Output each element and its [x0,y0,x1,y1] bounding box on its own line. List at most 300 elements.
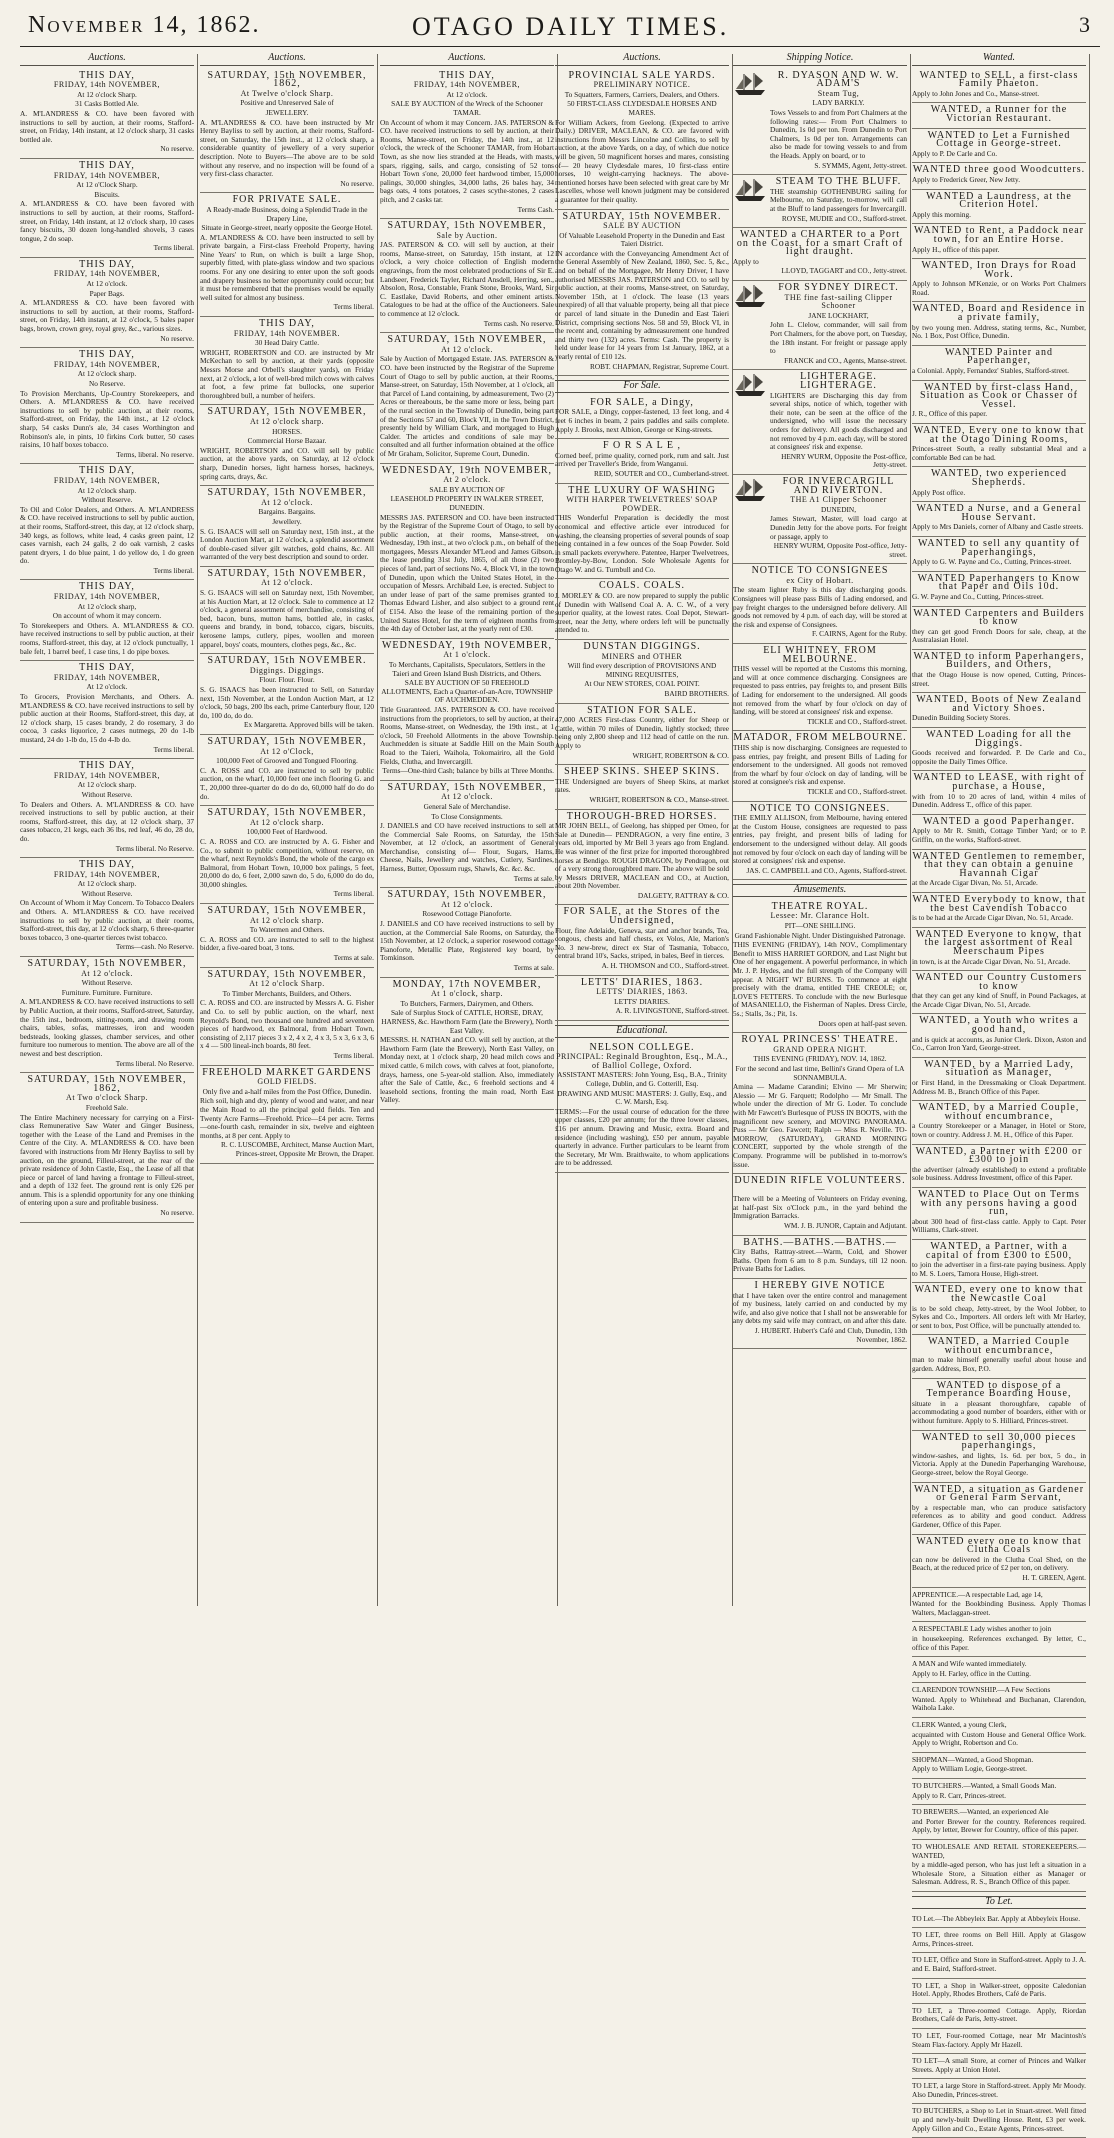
advertisement [912,381,1086,424]
ad-headline: WANTED, a Partner, with a capital of from £300 to £500, [925,1240,1073,1261]
ad-body: Dunedin Building Society Stores. [912,713,1011,723]
ad-footer: Doors open at half-past seven. [818,1018,907,1028]
ad-subheadline: At Twelve o'clock Sharp. [240,88,334,98]
ad-headline: NELSON COLLEGE. [589,1041,695,1053]
ad-body: the advertiser (already established) to extend a profitable sole business. Address Investment, office of this Paper. [912,1164,1086,1183]
ad-headline: FOR INVERCARGILL AND RIVERTON. [782,475,895,496]
ad-subheadline: FRIDAY, 14th NOVEMBER, [53,80,161,90]
sailing-ship-icon [733,71,767,97]
ad-footer: J. HUBERT. Hubert's Café and Club, Dunedin, 13th November, 1862. [754,1326,907,1344]
ad-headline: BATHS.—BATHS.—BATHS.— [743,1236,897,1248]
advertisement [20,759,194,858]
ad-lot: 31 Casks Bottled Ale. [75,99,139,109]
ad-body: The Entire Machinery necessary for carrying on a First-class Remunerative Saw Water and Ginger Business, together with the Lease of the Land and Premises in the Centre of the City. A. M'LANDRESS & CO. have been favored with instructions from Mr Henry Bayliss to sell by auction, on the ground, Filleul-street, at the rear of the private residence of John Castle, Esq., the Lease of all that piece or parcel of land having a frontage to Filleul-street, and a depth of 132 feet. The ground rent is only £26 per annum. This is a splendid opportunity for any one thinking of entering upon a sure and profitable business. [20,1112,194,1208]
ad-body: Flour, fine Adelaide, Geneva, star and anchor brands, Tea, congous, chests and half chests, ex Volos, Ale, Marion's No. 3 new-brew, direct ex Star of Tasmania, Tobacco, central brand 10's, Sacks, striped, in bales, Beef in tierces. [555,925,729,961]
ad-subheadline: At 12 o'clock. [441,344,493,354]
ad-headline: WANTED every one to know that Clutha Coals [916,1535,1082,1556]
ad-time: Will find every description of PROVISIONS AND MINING REQUISITES, [567,661,717,679]
ad-headline: WANTED, Board and Residence in a private family, [912,303,1086,324]
to-let-notice [912,1912,1086,1929]
ship-notice-text [770,372,907,471]
ad-time: At 12 o'clock sharp. [77,369,137,379]
ad-footer: Terms at sale. [513,963,554,972]
ad-time: At 12 o'clock sharp. [77,485,137,495]
ad-body: To Provision Merchants, Up-Country Storekeepers, and Others. A. M'LANDRESS & CO. have received instructions to sell by public auction, at their rooms, Stafford-street, on Friday, the 14th inst., at 12 o'clock sharp, 54 casks Dunn's ale, 34 cases Worthington and Robinson's ale, in pints, 10 firkins Cork butter, 50 cases raisins, 10 half boxes tobacco. [20,388,194,450]
ad-headline: WANTED to sell any quantity of Paperhangings, [918,537,1080,558]
ad-headline: SATURDAY, 15th NOVEMBER, 1862, [27,1074,187,1094]
ad-headline: SHOPMAN—Wanted, a Good Shopman. [912,1754,1034,1764]
section-heading: Educational. [555,1025,729,1038]
ad-headline: STATION FOR SALE. [587,704,697,716]
advertisement [912,1145,1086,1188]
ad-body: Tows Vessels to and from Port Chalmers at the following rates:— From Port Chalmers to Dunedin, 1s 0d per ton. From Dunedin to Port Chalmers, 1s 0d per ton. Arrangements can also be made for towing vessels to and from the Heads. Apply on board, or to [770,107,907,160]
ad-headline: STEAM TO THE BLUFF. [775,176,902,188]
wanted-notice [912,1622,1086,1657]
advertisement [380,781,554,889]
ad-body: WRIGHT, ROBERTSON and CO. are instructed by Mr McKechan to sell by auction, at their yards (opposite Messrs Morse and Orbell's slaughter yards), on Friday next, at 2 o'clock, a lot of well-bred milch cows with calves at foot, a few prime fat bullocks, one superior thoroughbred bull, a number of heifers. [200,347,374,400]
ad-body: is to be had at the Arcade Cigar Divan, No. 51, Arcade. [912,913,1074,923]
ad-headline: THEATRE ROYAL. [771,900,869,912]
ad-body: G. W. Payne and Co., Cutting, Princes-street. [912,591,1044,601]
ad-lot: On account of whom it may concern. [52,611,162,621]
ad-headline: SATURDAY, 15th NOVEMBER, [207,406,367,418]
amusements-heading: Amusements. [733,884,907,897]
ad-body: TO LET, a Shop in Walker-street, opposite Caledonian Hotel. Apply, Rhodes Brothers, Café de Paris. [912,1980,1086,1999]
ad-footer: DALGETY, RATTRAY & CO. [637,890,729,900]
advertisement [912,424,1086,467]
advertisement [912,537,1086,572]
ad-body: C. A. ROSS and CO. are instructed to sell to the highest bidder, a five-oared boat, 3 tons. [200,934,374,953]
advertisement [912,1101,1086,1144]
ad-headline: WANTED to inform Paperhangers, Builders, and Others, [913,650,1085,671]
ad-body: Apply to Frederick Greer, New Jetty. [912,174,1021,184]
ad-body: A. M'LANDRESS & CO. have been favored with instructions to sell by auction, at their rooms, Stafford-street, on Friday, 14th instant, at 12 o'clock sharp, 31 casks bottled ale. [20,108,194,144]
ad-headline: WANTED Gentlemen to remember, that they can obtain a genuine Havannah Cigar [912,850,1086,879]
ship-notice-row [733,283,907,366]
ad-lot: LEASEHOLD PROPERTY IN WALKER STREET, DUNEDIN. [390,494,544,512]
advertisement [733,564,907,644]
to-let-notice [912,1953,1086,1978]
ad-footer: Terms liberal. [153,744,194,754]
ad-headline: WANTED to Let a Furnished Cottage in George-street. [927,129,1071,150]
ad-time: Freehold Sale. [85,1102,129,1112]
ad-body: S. G. ISAACS will sell on Saturday next, 15th November, at his Auction Mart, at 12 o'clock. Sale to commence at 12 o'clock, a general assortment of merchandise, consisting of bed, bacon, buns, mutton hams, bottled ale, in casks, queens and brandy, in bond, tobacco, cigars, biscuits, kerosene lamps, cutlery, pipes, woollen and moreen apparel, boys' coats, mounters, clothes pegs, &c., &c. [200,588,374,649]
advertisement [200,317,374,405]
ad-footer: No reserve. [160,1208,194,1218]
ad-body: Corned beef, prime quality, corned pork, rum and salt. Just arrived per Traveller's Bride, from Wanganui. [555,450,729,469]
ad-headline: COALS. COALS. [598,580,686,592]
ad-subheadline: FRIDAY, 14th NOVEMBER, [413,80,521,90]
ad-headline: WANTED, Every one to know that at the Otago Dining Rooms, [913,425,1085,445]
ad-subheadline: FRIDAY, 14th NOVEMBER. [233,328,341,338]
advertisement [380,888,554,977]
ad-body: MR JOHN BELL, of Geelong, has shipped per Omeo, for Sale at Dunedin— PENDRAGON, a very fine entire, 3 years old, imported by Mr Bell 3 years ago from England. He was winner of the first prize for imported thoroughbred horses at Bendigo. ROUGH DRAGON, by Pendragon, out of a very strong thoroughbred mare. The above will be sold by Messrs DRIVER, MACLEAN and CO., at Auction, about 20th November. [555,821,729,891]
ad-body: C. A. ROSS and CO. are instructed to sell by public auction, on the wharf, 10,000 feet one inch flooring G. and T., 20,000 three-quarter do do do do, 60,000 half do do do do. [200,765,374,801]
ad-headline: SATURDAY, 15th NOVEMBER, [387,220,547,232]
ad-time: To Timber Merchants, Builders, and Others. [222,988,352,998]
advertisement [912,1188,1086,1240]
ad-footer: Ex Margaretta. Approved bills will be taken. [244,720,374,730]
ad-headline: SATURDAY, 15th NOVEMBER, [387,334,547,346]
ad-headline: FOR SALE, at the Stores of the Undersigned, [563,906,721,927]
ad-headline: ROYAL PRINCESS' THEATRE. [741,1034,899,1046]
advertisement [555,810,729,906]
ad-headline: WANTED a Nurse, and a General House Servant. [916,503,1082,523]
advertisement [733,475,907,564]
ad-body: 47,000 ACRES First-class Country, either for Sheep or Cattle, within 70 miles of Dunedin, lightly stocked; three being only 2,800 sheep and 112 head of cattle on the run. Apply to [555,715,729,750]
ad-headline: F O R S A L E , [603,440,681,452]
column-heading: Auctions. [20,54,194,66]
ad-headline: THE LUXURY OF WASHING [568,484,716,496]
ad-body: Goods received and forwarded. P. De Carle and Co., opposite the Daily Times Office. [912,748,1086,766]
ad-headline: APPRENTICE.—A respectable Lad, age 14, [912,1589,1043,1599]
ad-lot: JEWELLERY. [265,107,309,117]
ad-time: At 12 o'clock sharp. [77,879,137,889]
ad-lot: Grand Fashionable Night. Under Distinguished Patronage. [734,930,906,940]
page-number: 3 [1079,12,1090,37]
ad-headline: FREEHOLD MARKET GARDENS [202,1066,372,1078]
advertisement [912,129,1086,164]
advertisement [555,579,729,640]
ship-notice-text [770,177,907,224]
advertisement [912,1240,1086,1283]
ad-body: man to make himself generally useful about house and garden. Address, Box, P.O. [912,1355,1086,1374]
advertisement [200,968,374,1066]
ad-body: Apply to William Logie, George-street. [912,1764,1027,1774]
wanted-notice [912,1840,1086,1892]
ad-lot: Without Reserve. [81,495,133,505]
ad-footer: Terms at sale. [333,953,374,963]
ad-body: Apply to Johnson M'Kenzie, or on Works Port Chalmers Road. [912,279,1086,297]
ad-time: 100,000 Feet of Hardwood. [246,827,328,837]
ad-body: THIS EVENING (FRIDAY), 14th NOV., Complimentary Benefit to MISS HARRIET GORDON, and Last Night but One of her engagement. A powerful performance, in which Mr. J. P. Hydes, and the full strength of the Company will appear. A NIGHT WI' BURNS. To commence at eight precisely with the drama, entitled THE CREOLE; or, LOVE'S FETTERS. To conclude with the new Burlesque of MASANIELLO, the Fisherman of Naples. Dress Circle, 5s.; Stalls, 3s.; Pit, 1s. [733,940,907,1018]
ad-headline: SATURDAY, 15th NOVEMBER, [387,781,547,793]
ad-time: HORSES. [272,426,302,436]
ad-body: City Baths, Rattray-street.—Warm, Cold, and Shower Baths. Open from 6 am to 8 p.m. Sundays, till 12 noon. Private Baths for Ladies. [733,1247,907,1274]
ad-subheadline: FRIDAY, 14th NOVEMBER, [53,869,161,879]
ad-body: FOR SALE, a Dingy, copper-fastened, 13 feet long, and 4 feet 6 inches in beam, 2 pairs paddles and sails complete. Apply J. Brooks, next Albion, George or King-streets. [555,407,729,434]
advertisement [733,228,907,281]
ad-headline: WANTED a CHARTER to a Port on the Coast, for a smart Craft of light draught. [736,229,904,258]
ad-body: MESSRS. H. NATHAN and CO. will sell by auction, at the Hawthorn Farm (late the Brewery), North East Valley, on Monday next, at 1 o'clock sharp, 20 head milch cows and mixed cattle, 6 milch cows, with calves at foot, pianoforte, drays, harness, one 5-year-old stallion. Also, immediately after the Sale of Cattle, &c., 6 freehold sections and 4 leasehold sections, fronting the main road, North East Valley. [380,1035,554,1105]
ship-notice-row [733,177,907,224]
ad-body: THE EMILY ALLISON, from Melbourne, having entered at the Custom House, consignees are requested to pass entries, pay freight, and present bills of lading for endorsement to the undersigned without delay. All goods not removed by four o'clock on each day of landing will be stored at consignees' risk and expense. [733,813,907,866]
advertisement [733,69,907,176]
ad-headline: WEDNESDAY, 19th NOVEMBER, [381,639,552,651]
ad-headline: WANTED Everyone to know, that the largest assortment of Real Meerschaum Pipes [915,928,1083,957]
column-4 [555,54,729,1606]
ad-footer: Terms liberal. [333,889,374,899]
advertisement [912,224,1086,259]
ad-time: DUNEDIN, [820,504,857,514]
ad-headline: THIS DAY, [79,581,135,593]
ad-time: To Butchers, Farmers, Dairymen, and Others. [400,998,534,1008]
ad-headline: WANTED, Boots of New Zealand and Victory Shoes. [916,694,1082,714]
wanted-notice [912,1805,1086,1840]
ad-time: SALE BY AUCTION OF [429,484,505,494]
ad-body: THE Undersigned are buyers of Sheep Skins, at market rates. [555,776,729,795]
ad-time: Rosewood Cottage Pianoforte. [422,909,512,919]
ad-body: Apply Post office. [912,487,966,497]
ad-body: S. G. ISAACS has been instructed to Sell, on Saturday next, 15th November, at the London Auction Mart, at 12 o'clock, 50 bags, 200 lbs each, prime Canterbury flour, 120 do, 100 do, do do. [200,685,374,720]
ad-footer: LLOYD, TAGGART and CO., Jetty-street. [781,266,907,276]
ad-lot: Biscuits. [94,189,120,199]
ad-headline: ELI WHITNEY, FROM MELBOURNE. [763,645,877,665]
ad-subheadline: Diggings. Diggings. [249,665,325,675]
ad-headline: THIS DAY, [79,760,135,772]
ad-headline: CLERK Wanted, a young Clerk, [912,1720,1007,1730]
section-heading: For Sale. [555,380,729,393]
ad-headline: WANTED to LEASE, with right of purchase, a House, [913,772,1085,792]
ad-lot: 50 FIRST-CLASS CLYDESDALE HORSES AND MARES. [567,99,717,117]
ad-footer: F. CAIRNS, Agent for the Ruby. [811,629,907,639]
ad-body: acquainted with Custom House and General Office Work. Apply to Wright, Robertson and Co. [912,1729,1086,1748]
sailing-ship-icon [733,372,767,398]
ad-body: is to be sold cheap, Jetty-street, by the Wool Jobber, to Sykes and Co., Importers. All orders left with Mr Harley, or sent to box, Post Office, will be punctually attended to. [912,1303,1086,1330]
ad-headline: WANTED to dispose of a Temperance Boarding House, [926,1379,1072,1400]
ad-footer: Terms liberal. [153,565,194,575]
ad-lot: Furniture. Furniture. Furniture. [61,987,153,997]
ad-headline: LIGHTERAGE. LIGHTERAGE. [800,371,877,391]
ad-headline: FOR SALE, a Dingy, [590,396,694,408]
ad-footer: A. H. THOMSON and CO., Stafford-street. [601,961,729,971]
ad-body: Apply to G. W. Payne and Co., Cutting, Princes-street. [912,557,1072,567]
ad-time: To Merchants, Capitalists, Speculators, Settlers in the Taieri and Green Island Bush Districts, and Others. [388,660,546,678]
ad-footer: No reserve. [340,178,374,188]
ad-subheadline: FRIDAY, 14th NOVEMBER, [53,269,161,279]
advertisement [912,259,1086,302]
ad-body: Sale by Auction of Mortgaged Estate. JAS. PATERSON & CO. have been instructed by the Registrar of the Supreme Court of Otago to sell by public auction, at their Rooms, Manse-street, on Saturday, 15th November, at 1 o'clock, all that Parcel of Land containing, by admeasurement, Two (2) Acres or thereabouts, be the same more or less, being part of the rural section in the Township of Dunedin, being part of the Sections 57 and 60, Block VII, in the Town District, presently held by William Clark, and mortgaged to Hugh Calder. The articles and conditions of sale may be consulted and all further information obtained at the office of Mr Graham, Solicitor, Supreme Court, Dunedin. [380,354,554,458]
advertisement [200,654,374,735]
advertisement [20,957,194,1073]
ad-footer: Terms liberal. [333,302,374,312]
advertisement [733,802,907,881]
ad-body: that I have taken over the entire control and management of my business, lately carried on and conducted by my wife, and also give notice that I shall not be answerable for any debts my said wife may contract, on and after this date. [733,1290,907,1326]
ad-subheadline: At 12 o'clock sharp. [249,915,325,925]
ad-headline: THIS DAY, [79,465,135,477]
ad-subheadline: SALE BY AUCTION [603,221,681,231]
ad-subheadline: FRIDAY, 14th NOVEMBER, [53,359,161,369]
advertisement [200,904,374,968]
ad-subheadline: MINERS and OTHER [601,651,683,661]
ad-subheadline: At 12 o'Clock, [260,746,314,756]
ship-notice-row [733,477,907,560]
ad-body: Apply to H. Farley, office in the Cutting. [912,1668,1031,1678]
ad-headline: WANTED Carpenters and Builders to know [913,607,1085,628]
advertisement [912,1535,1086,1588]
ad-time: At 12 o'clock sharp. [77,780,137,790]
newspaper-title: OTAGO DAILY TIMES. [412,12,730,41]
ad-footer: Terms liberal. [153,243,194,253]
ad-body: Amina — Madame Carandini; Elvino — Mr Sherwin; Alessio — Mr G. Farquett; Rodolpho — Mr Small. The whole under the direction of Mr G. Loder. To conclude with Mr Fawcett's Burlesque of PUSS IN BOOTS, with the magnificent new scenery, and MOVING PANORAMA. Puss — Mr Geo. Fawcett; Ralph — Miss R. Neville. TO-MORROW, (SATURDAY), GRAND MORNING CONCERT, supported by the whole strength of the Company. Programme will be published in to-morrow's issue. [733,1082,908,1169]
ad-time: Bargains. Bargains. [258,507,316,517]
ad-lot: At Our NEW STORES, COAL POINT. [584,679,700,689]
ad-footer: WM. J. B. JUNOR, Captain and Adjutant. [783,1221,907,1231]
ad-body: To Storekeepers and Others. A. M'LANDRESS & CO. have received instructions to sell by public auction, at their rooms, Stafford-street, this day, at 12 o'clock punctually, 1 bale felt, 1 barrel beef, 1 case tins, 1 do pipe boxes. [20,620,194,656]
ad-body: LIGHTERS are Discharging this day from several ships, notice of which, together with their note, can be seen at the office of the undersigned, who will issue the necessary orders for delivery. All goods discharged and not removed by 4 p.m. each day, will be stored at consignees' risk and expense. [770,390,907,452]
ad-headline: WANTED, by a Married Lady, situation as Manager, [924,1058,1074,1079]
ad-body: THIS ship is now discharging. Consignees are requested to pass entries, pay freight, and present Bills of Lading for endorsement to the undersigned. All goods not removed from the wharf by four o'clock on day of landing, will be stored at consignee's risk and expense. [733,742,907,787]
column-heading: Shipping Notice. [733,54,907,66]
ad-body: Apply to P. De Carle and Co. [912,148,998,158]
ad-body: TO LET, Four-roomed Cottage, near Mr Macintosh's Steam Flax-factory. Apply Mr Hazell. [912,2030,1086,2049]
ad-body: For William Ackers, from Geelong. (Expected to arrive Daily.) DRIVER, MACLEAN, & CO. are favored with instructions from Messrs Lincolne and Collins, to sell by auction, at the above Yards, on a day, of which due notice will be given, 50 magnificent horses and mares, consisting of— 20 heavy Clydesdale mares, 10 first-class entire horses, 10 weight-carrying hackneys. The above-mentioned horses have been selected with great care by Mr Lascelles, whose well known judgment may be considered a guarantee for their quality. [555,117,729,204]
ad-body: TERMS:—For the usual course of education for the three upper classes, £20 per annum; for the three lower classes, £16 per annum. Drawing and Music, extra. Board and residence (including washing), £50 per annum, payable quarterly in advance. Further particulars to be learnt from the Secretary, Mr Wm. Braithwaite, to whom applications are to be addressed. [555,1106,729,1168]
ad-headline: WANTED, two experienced Shepherds. [930,468,1067,488]
advertisement [20,858,194,957]
ad-footer: Terms at sale. [513,873,554,883]
advertisement [20,348,194,464]
advertisement [912,163,1086,189]
ad-headline: SATURDAY, 15th NOVEMBER. [562,210,722,222]
advertisement [912,1335,1086,1378]
ad-subheadline: WITH HARPER TWELVETREES' SOAP POWDER. [566,495,718,513]
ad-time: 30 Head Dairy Cattle. [254,338,320,348]
advertisement [912,1014,1086,1057]
to-let-notice [912,2004,1086,2029]
ad-body: by two young men. Address, stating terms, &c., Number, No. 1 Box, Post Office, Dunedin. [912,322,1086,341]
ad-footer: ROBT. CHAPMAN, Registrar, Supreme Court. [589,361,729,371]
amusement-notice [733,1033,907,1174]
wanted-notice [912,1753,1086,1779]
ad-body: window-sashes, and lights, 1s. 6d. per box, 5 do., in Victoria. Apply at the Dunedin Paperhanging Warehouse, George-street, below the Royal George. [912,1450,1086,1477]
ad-subheadline: At 1 o'clock. [443,650,491,660]
ad-subheadline: THE A1 Clipper Schooner [790,495,887,505]
ad-headline: SATURDAY, 15th NOVEMBER, [207,567,367,579]
advertisement [20,464,194,580]
advertisement [912,771,1086,814]
advertisement [20,580,194,661]
ad-time: Positive and Unreserved Sale of [240,98,334,108]
ad-subheadline: FRIDAY, 14th NOVEMBER, [53,475,161,485]
advertisement [912,1431,1086,1483]
ad-headline: WANTED to sell 30,000 pieces paperhangings, [921,1431,1077,1452]
ad-body: Wanted. Apply to Whitehead and Buchanan, Clarendon, Waihola Lake. [912,1694,1086,1713]
column-heading: Auctions. [555,54,729,66]
ad-headline: WANTED our Country Customers to know [915,972,1083,992]
ad-body: and Porter Brewer for the country. References required. Apply, by letter, Brewer for Country, office of this paper. [912,1816,1086,1835]
ad-footer: BAIRD BROTHERS. [664,689,729,698]
advertisement [200,806,374,904]
advertisement [200,193,374,317]
ad-headline: DUNEDIN RIFLE VOLUNTEERS.— [734,1175,906,1195]
ad-headline: WANTED, a Partner with £200 or £300 to join [915,1145,1083,1166]
ad-headline: THIS DAY, [439,69,495,81]
advertisement [200,1066,374,1164]
advertisement [912,1058,1086,1101]
ad-body: There will be a Meeting of Volunteers on Friday evening, at half-past Six o'Clock p.m., in the yard behind the Immigration Barracks. [733,1194,907,1221]
column-heading: Auctions. [380,54,554,66]
ad-body: TO LET, a large Store in Stafford-street. Apply Mr Moody. Also Dunedin, Princes-street. [912,2081,1086,2099]
advertisement [912,607,1086,650]
ship-notice-text [770,283,907,366]
ad-time: PIT—ONE SHILLING. [784,921,856,931]
ad-headline: WANTED, Iron Drays for Road Work. [921,260,1077,280]
advertisement [912,815,1086,850]
ad-footer: TICKLE and CO., Stafford-street. [807,786,907,796]
ad-headline: A MAN and Wife wanted immediately. [912,1659,1027,1669]
ad-body: TO LET, three rooms on Bell Hill. Apply at Glasgow Arms, Princes-street. [912,1930,1086,1948]
amusement-notice [733,1236,907,1279]
ad-body: TO LET, Office and Store in Stafford-street. Apply to J. A. and E. Baird, Stafford-street. [912,1955,1086,1973]
ad-body: Apply to [733,256,759,266]
ad-subheadline: At 2 o'clock. [443,475,491,485]
ad-subheadline: Steam Tug, [817,88,860,98]
ad-headline: THIS DAY, [79,859,135,871]
advertisement [380,333,554,463]
advertisement [733,175,907,228]
ad-footer: Terms—cash. No Reserve. [115,942,194,952]
ad-subheadline: At 12 o'clock. [261,578,313,588]
ad-body: to join the advertiser in a first-rate paying business. Apply to M. S. Loers, Tamora House, High-street. [912,1260,1086,1278]
advertisement [20,258,194,348]
ad-body: On Account of whom it may Concern. JAS. PATERSON & CO. have received instructions to sell by auction, at their Rooms, Manse-street, on Friday, the 14th inst., at 12 o'clock, the wreck of the Schooner TAMAR, from Hobart Town, as she now lies stranded at the Heads, with masts, spars, rigging, sails, and cargo, consisting of 52 tons Hobart Town s'one, 20,000 feet hardwood timber, 15,000 palings, 30,000 shingles, 34,000 laths, 26 bales hay, 34 bags oats, 4 tons potatoes, 2 cases scythe-stones, 2 cases pitch, and 2 casks tar. [380,117,554,204]
ad-footer: H. T. GREEN, Agent. [1022,1572,1086,1582]
ad-lot: DRAWING AND MUSIC MASTERS: J. Gully, Esq., and C. W. Marsh, Esq. [557,1088,727,1107]
ad-subheadline: At 12 o'clock. [261,497,313,507]
ad-body: a Colonial. Apply, Fernandez' Stables, Stafford-street. [912,366,1069,376]
ad-body: THE steamship GOTHENBURG sailing for Melbourne, on Saturday, to-morrow, will call at the Bluff to land passengers for Invercargill. [770,186,907,213]
amusement-notice [733,900,907,1033]
ad-headline: MONDAY, 17th NOVEMBER, [392,978,542,990]
ad-footer: No reserve. [160,144,194,154]
ad-body: A. M'LANDRESS & CO. have been instructed to sell by private bargain, a First-class Freehold Property, having Nine Years' to Run, on which is built a large Shop, superbly fitted, with plate-glass window and two spacious rooms. For any one desiring to enter upon the soft goods and drapery business no better opportunity could occur; but it must be remembered that the premises would be equally well suited for almost any business. [200,232,374,302]
ad-headline: SATURDAY, 15th NOVEMBER, [207,735,367,747]
ad-body: J. R., Office of this paper. [912,409,988,419]
ad-footer: Terms—One-third Cash; balance by bills at Three Months. [382,766,554,776]
ad-time: At 12 o'Clock Sharp. [76,180,138,190]
ad-time: To Watermen and Others. [249,925,325,935]
ad-body: Apply this morning. [912,209,971,219]
ad-time: General Sale of Merchandise. [423,801,511,811]
ad-headline: WANTED, every one to know that the Newcastle Coal [914,1284,1084,1304]
ad-footer: JAS. C. CAMPBELL and CO., Agents, Stafford-street. [746,865,907,875]
advertisement [380,69,554,220]
ad-subheadline: GOLD FIELDS. [257,1077,317,1087]
ad-lot: SALE BY AUCTION of the Wreck of the Schooner TAMAR. [391,99,543,117]
ad-headline: NOTICE TO CONSIGNEES [751,565,889,577]
advertisement [555,484,729,580]
to-let-notice [912,2079,1086,2104]
ad-subheadline: Lessee: Mr. Clarance Holt. [770,911,870,921]
ad-headline: WANTED Everybody to know, that the best Cavendish Tobacco [912,893,1086,914]
ad-headline: TO BREWERS.—Wanted, an experienced Ale [912,1807,1049,1817]
ad-headline: A RESPECTABLE Lady wishes another to join [912,1624,1052,1634]
advertisement [912,850,1086,893]
ad-body: a Country Storekeeper or a Manager, in Hotel or Store, town or country. Address J. M. H., Office of this Paper. [912,1121,1086,1139]
advertisement [555,396,729,439]
wanted-notice [912,1779,1086,1805]
sailing-ship-icon [733,283,767,309]
ad-subheadline: At Two o'clock Sharp. [66,1093,148,1103]
ad-time: LETTS' DIARIES. [614,996,670,1006]
ad-headline: THIS DAY, [79,159,135,171]
wanted-notice [912,1718,1086,1753]
ad-subheadline: PRINCIPAL: Reginald Broughton, Esq., M.A., of Balliol College, Oxford. [556,1052,728,1070]
ad-headline: SATURDAY, 15th NOVEMBER, [27,958,187,970]
ad-time: At 12 o'clock sharp, [77,601,137,611]
ship-notice-row [733,372,907,471]
column-6 [912,52,1086,2133]
wanted-notice [912,1683,1086,1718]
ad-subheadline: PRELIMINARY NOTICE. [593,80,691,90]
amusement-notice [733,1279,907,1349]
ad-headline: TO WHOLESALE AND RETAIL STOREKEEPERS.—WANTED, [912,1842,1086,1860]
advertisement [912,928,1086,971]
ad-body: at the Arcade Cigar Divan, No. 51, Arcade. [912,878,1038,888]
ad-footer: S. SYMMS, Agent, Jetty-street. [814,160,907,170]
ad-headline: WANTED, a Youth who writes a good hand, [919,1015,1079,1036]
